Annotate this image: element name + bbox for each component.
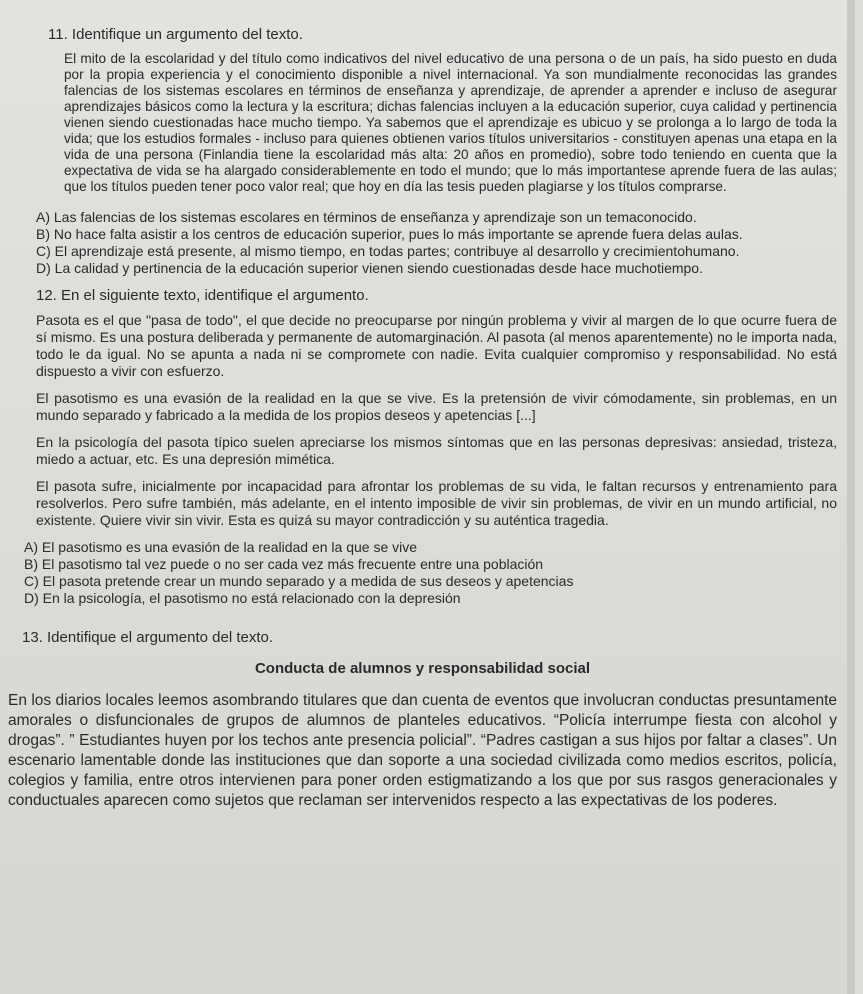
question-12-paragraph: El pasotismo es una evasión de la realidad en la que se vive. Es la pretensión de vivir cómodamente, sin problemas, en un mundo separado y fabricado a la medida de los propios deseos y apetencias [...] [36, 390, 837, 423]
question-12-paragraph: En la psicología del pasota típico suelen apreciarse los mismos síntomas que en las personas depresivas: ansiedad, tristeza, miedo a actuar, etc. Es una depresión mimética. [36, 434, 837, 467]
question-11 [8, 26, 837, 277]
question-13-text: En los diarios locales leemos asombrando titulares que dan cuenta de eventos que involucran conductas presuntamente amorales o disfuncionales de grupos de alumnos de planteles educativos. “Policía interrumpe fiesta con alcohol y drogas”. ” Estudiantes huyen por los techos ante presencia policial”. “Padres castigan a sus hijos por faltar a clases”. Un escenario lamentable donde las instituciones que dan soporte a una sociedad civilizada como medios escritos, policía, colegios y familia, entre otros intervienen para poner orden estigmatizando a los que por sus rasgos generacionales y conductuales aparecen como sujetos que reclaman ser intervenidos respecto a las expectativas de los poderes. [8, 692, 837, 809]
page-edge [847, 0, 855, 994]
question-13-title: 13. Identifique el argumento del texto. [22, 629, 274, 646]
option-d: D) La calidad y pertinencia de la educación superior vienen siendo cuestionadas desde hace muchotiempo. [36, 260, 703, 276]
question-13 [8, 629, 837, 811]
option-a: A) Las falencias de los sistemas escolares en términos de enseñanza y aprendizaje son un temaconocido. [36, 209, 697, 225]
option-b: B) No hace falta asistir a los centros de educación superior, pues lo más importante se aprende fuera delas aulas. [36, 226, 743, 242]
question-11-options [36, 209, 837, 277]
option-b: B) El pasotismo tal vez puede o no ser cada vez más frecuente entre una población [24, 556, 544, 572]
question-13-subtitle: Conducta de alumnos y responsabilidad social [254, 660, 591, 677]
question-12-paragraph: Pasota es el que "pasa de todo", el que decide no preocuparse por ningún problema y vivir al margen de lo que ocurre fuera de sí mismo. Es una postura deliberada y permanente de automarginación. Al pasota (al menos aparentemente) no le importa nada, todo le da igual. No se apunta a nada ni se compromete con nadie. Evita cualquier compromiso y responsabilidad. No está dispuesto a vivir con esfuerzo. [36, 312, 837, 379]
question-12 [8, 287, 837, 607]
option-a: A) El pasotismo es una evasión de la realidad en la que se vive [24, 539, 418, 555]
question-11-text: El mito de la escolaridad y del título como indicativos del nivel educativo de una persona o de un país, ha sido puesto en duda por la propia experiencia y el conocimiento disponible a nivel internacional. Ya son mundialmente reconocidas las grandes falencias de los sistemas escolares en términos de enseñanza y aprendizaje, de aprender a aprender e incluso de asegurar aprendizajes básicos como la lectura y la escritura; dichas falencias incluyen a la educación superior, cuya calidad y pertinencia vienen siendo cuestionadas hace mucho tiempo. Ya sabemos que el aprendizaje es ubicuo y se prolonga a lo largo de toda la vida; que los estudios formales - incluso para quienes obtienen varios títulos universitarios - constituyen apenas una etapa en la vida de una persona (Finlandia tiene la escolaridad más alta: 20 años en promedio), sobre todo teniendo en cuenta que la expectativa de vida se ha alargado considerablemente en todo el mundo; que lo más importantese aprende fuera de las aulas; que los títulos pueden tener poco valor real; que hoy en día las tesis pueden plagiarse y los títulos comprarse. [64, 51, 837, 194]
option-c: C) El pasota pretende crear un mundo separado y a medida de sus deseos y apetencias [24, 573, 574, 589]
option-d: D) En la psicología, el pasotismo no está relacionado con la depresión [24, 590, 461, 606]
question-12-title: 12. En el siguiente texto, identifique el argumento. [36, 287, 369, 304]
question-12-options [24, 539, 837, 607]
option-c: C) El aprendizaje está presente, al mismo tiempo, en todas partes; contribuye al desarrollo y crecimientohumano. [36, 243, 740, 259]
question-12-paragraph: El pasota sufre, inicialmente por incapacidad para afrontar los problemas de su vida, le faltan recursos y entrenamiento para resolverlos. Pero sufre también, más adelante, en el intento imposible de vivir sin problemas, de vivir en un mundo artificial, no existente. Quiere vivir sin vivir. Esta es quizá su mayor contradicción y su auténtica tragedia. [36, 478, 837, 528]
question-11-title: 11. Identifique un argumento del texto. [48, 26, 303, 43]
